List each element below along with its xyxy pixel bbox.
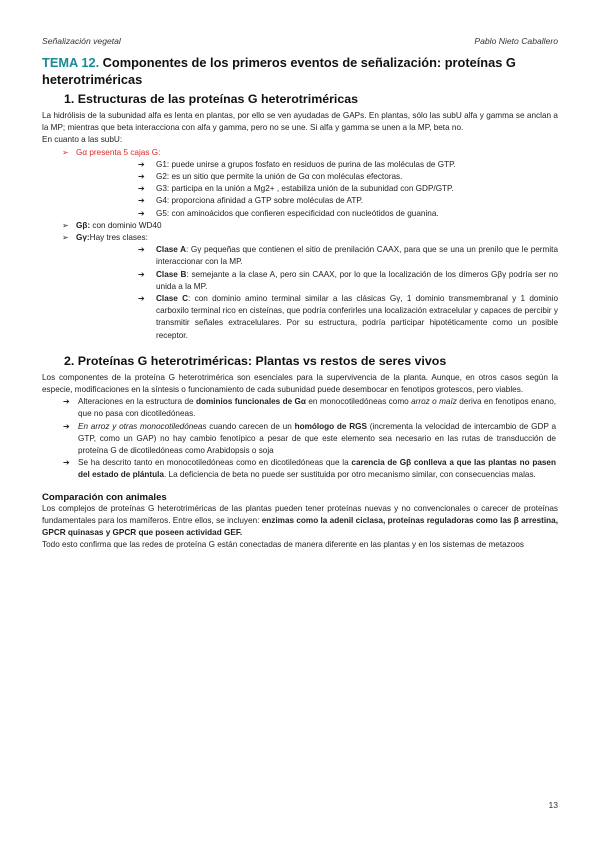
arrow-right-icon: ➔ (138, 159, 145, 169)
subunit-list (42, 147, 558, 342)
subunit-gamma (42, 232, 558, 342)
alpha-boxes (76, 159, 558, 220)
title-text: Componentes de los primeros eventos de señalización: proteínas G heterotriméricas (42, 55, 516, 87)
arrow-right-icon: ➔ (63, 397, 70, 407)
beta-text: con dominio WD40 (90, 220, 162, 230)
list-item: ➔ Clase C: con dominio amino terminal similar a las clásicas Gγ, 1 dominio transmembranal y 1 dominio carboxilo terminal rico en cisteínas, que podría conferirles una localización extracelular y capaces de percibir y transmitir señales extracelulares. Por su estructura, podría participar hipotéticamente como un posible receptor. (138, 294, 558, 340)
running-header-left: Señalización vegetal (42, 36, 121, 46)
section-2-bullets (42, 396, 558, 481)
list-item: ➔ G5: con aminoácidos que confieren especificidad con nucleótidos de guanina. (76, 208, 558, 220)
comparison-paragraph-2: Todo esto confirma que las redes de proteína G están conectadas de manera diferente en las plantas y en los sistemas de metazoos (42, 540, 524, 550)
section-1-heading: 1. Estructuras de las proteínas G heterotriméricas (64, 92, 359, 106)
arrow-right-icon: ➔ (138, 294, 145, 304)
arrow-right-icon: ➔ (63, 458, 70, 468)
page-number: 13 (548, 800, 558, 810)
page-title (42, 54, 558, 88)
list-item: ➔ G3: participa en la unión a Mg2+ , estabiliza unión de la subunidad con GDP/GTP. (76, 183, 558, 195)
subunit-beta (42, 220, 558, 232)
arrowhead-bullet-icon: ➢ (62, 147, 69, 157)
section-2-heading: 2. Proteínas G heterotriméricas: Plantas vs restos de seres vivos (64, 353, 447, 368)
list-item: ➔ G1: puede unirse a grupos fosfato en residuos de purina de las moléculas de GTP. (76, 159, 558, 171)
alpha-title: Gα presenta 5 cajas G: (76, 147, 161, 157)
list-item: ➔ En arroz y otras monocotiledóneas cuando carecen de un homólogo de RGS (incrementa la velocidad de intercambio de GDP a GTP, como un GAP) no hay cambio fenotípico a pesar de que este elemento sea necesario en las rutas de transducción de proteína G de dicotiledóneas como Arabidopsis o soja (63, 421, 556, 456)
arrow-right-icon: ➔ (63, 421, 70, 431)
comparison-heading: Comparación con animales (42, 491, 167, 503)
running-header-right: Pablo Nieto Caballero (474, 36, 558, 46)
gamma-label: Gγ: (76, 233, 90, 243)
comparison-paragraph-1: Los complejos de proteínas G heterotriméricas de las plantas pueden tener proteínas nuevas y no convencionales o carecer de proteínas fundamentales para los mamíferos. Entre ellos, se incluyen: enzimas como la adenil ciclasa, proteínas reguladoras como las β arrestina, GPCR quinasas y GPCR que poseen actividad GEF. (42, 503, 558, 538)
page-content (42, 54, 558, 552)
subunit-alpha (42, 147, 558, 220)
list-item: ➔ Clase A: Gγ pequeñas que contienen el sitio de prenilación CAAX, para que se una un prenilo que le permita interaccionar con la MP. (138, 245, 559, 267)
arrow-right-icon: ➔ (138, 196, 145, 206)
arrow-right-icon: ➔ (138, 245, 145, 255)
section-2-intro: Los componentes de la proteína G heterotrimérica son esenciales para la supervivencia de la planta. Aunque, en otros casos según la especie, modificaciones en la síntesis o funcionamiento de cada subunidad puede desembocar en fenotipos grotescos, pero viables. (42, 372, 558, 395)
list-item: ➔ G2: es un sitio que permite la unión de Gα con moléculas efectoras. (76, 171, 558, 183)
arrowhead-bullet-icon: ➢ (62, 233, 69, 243)
section-1-lead: En cuanto a las subU: (42, 135, 123, 145)
arrow-right-icon: ➔ (138, 172, 145, 182)
list-item: ➔ Clase B: semejante a la clase A, pero sin CAAX, por lo que la localización de los dímeros Gβγ podría ser no unida a la MP. (138, 269, 558, 291)
arrowhead-bullet-icon: ➢ (62, 220, 69, 230)
arrow-right-icon: ➔ (138, 184, 145, 194)
arrow-right-icon: ➔ (138, 269, 145, 279)
arrow-right-icon: ➔ (138, 208, 145, 218)
list-item: ➔ Alteraciones en la estructura de dominios funcionales de Gα en monocotiledóneas como arroz o maíz deriva en fenotipos enano, que no pasa con dicotiledóneas. (63, 397, 557, 419)
title-tag: TEMA 12. (42, 55, 100, 70)
gamma-text: Hay tres clases: (89, 233, 148, 243)
section-1-intro: La hidrólisis de la subunidad alfa es lenta en plantas, por ello se ven ayudadas de GAPs. En plantas, sólo las subU alfa y gamma se anclan a la MP; mientras que beta interacciona con alfa y gamma, pero no se une. Si alfa y gamma se unen a la MP, beta no. (42, 111, 558, 133)
beta-label: Gβ: (76, 220, 91, 230)
list-item: ➔ Se ha descrito tanto en monocotiledóneas como en dicotiledóneas que la carencia de Gβ conlleva a que las plantas no pasen del estado de plántula. La deficiencia de beta no puede ser sustituida por otro mecanismo similar, con consecuencias malas. (63, 458, 556, 480)
list-item: ➔ G4: proporciona afinidad a GTP sobre moléculas de ATP. (76, 195, 558, 207)
gamma-classes (76, 244, 558, 342)
